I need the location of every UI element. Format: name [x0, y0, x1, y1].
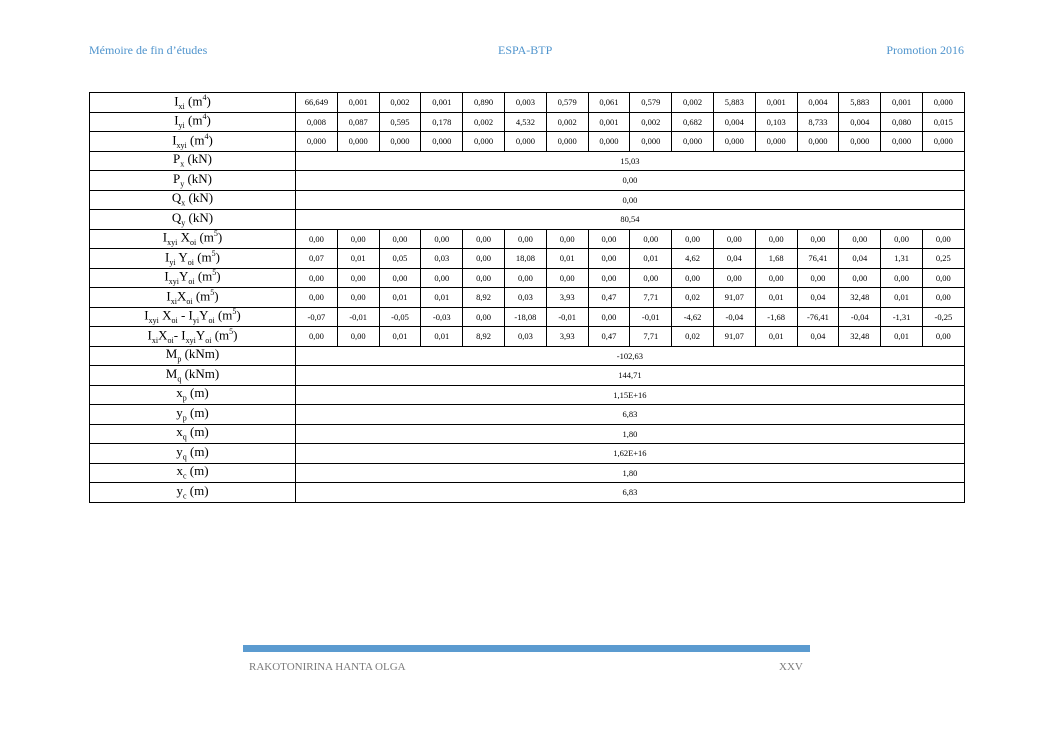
table-row — [90, 483, 965, 503]
value-cell: 0,000 — [713, 132, 755, 152]
value-cell: 0,01 — [546, 249, 588, 269]
value-cell: 0,000 — [421, 132, 463, 152]
footer-author: RAKOTONIRINA HANTA OLGA — [249, 661, 406, 673]
table-row — [90, 112, 965, 132]
value-cell: 0,01 — [337, 249, 379, 269]
value-cell: 0,000 — [672, 132, 714, 152]
value-cell: 0,00 — [922, 268, 964, 288]
value-cell: 66,649 — [296, 93, 338, 113]
value-cell: 0,00 — [504, 268, 546, 288]
value-cell: 0,000 — [839, 132, 881, 152]
value-cell: 0,00 — [672, 229, 714, 249]
value-cell: -0,07 — [296, 307, 338, 327]
merged-value-cell: 6,83 — [296, 483, 965, 503]
value-cell: -4,62 — [672, 307, 714, 327]
value-cell: 0,003 — [504, 93, 546, 113]
value-cell: -0,25 — [922, 307, 964, 327]
value-cell: 0,002 — [630, 112, 672, 132]
value-cell: 0,01 — [379, 288, 421, 308]
value-cell: 0,000 — [546, 132, 588, 152]
value-cell: 8,92 — [463, 288, 505, 308]
value-cell: 0,103 — [755, 112, 797, 132]
data-table-body — [90, 93, 965, 503]
page-number: XXV — [779, 661, 803, 673]
value-cell: 0,015 — [922, 112, 964, 132]
table-row — [90, 346, 965, 366]
value-cell: 0,00 — [881, 268, 923, 288]
value-cell: 0,01 — [421, 327, 463, 347]
value-cell: 0,579 — [546, 93, 588, 113]
value-cell: 0,00 — [588, 229, 630, 249]
value-cell: 0,001 — [588, 112, 630, 132]
value-cell: 0,00 — [463, 249, 505, 269]
value-cell: 0,001 — [337, 93, 379, 113]
value-cell: -0,01 — [546, 307, 588, 327]
value-cell: 0,00 — [337, 268, 379, 288]
table-row — [90, 444, 965, 464]
value-cell: 0,000 — [504, 132, 546, 152]
value-cell: 18,08 — [504, 249, 546, 269]
value-cell: 0,004 — [713, 112, 755, 132]
value-cell: 0,01 — [379, 327, 421, 347]
value-cell: 1,68 — [755, 249, 797, 269]
value-cell: 0,00 — [630, 229, 672, 249]
value-cell: 32,48 — [839, 327, 881, 347]
value-cell: 0,002 — [546, 112, 588, 132]
merged-value-cell: 80,54 — [296, 210, 965, 230]
value-cell: -0,01 — [630, 307, 672, 327]
table-row — [90, 463, 965, 483]
value-cell: 0,00 — [421, 229, 463, 249]
value-cell: 0,00 — [755, 229, 797, 249]
value-cell: 0,00 — [797, 229, 839, 249]
value-cell: 1,31 — [881, 249, 923, 269]
value-cell: 0,01 — [630, 249, 672, 269]
value-cell: 32,48 — [839, 288, 881, 308]
value-cell: 8,733 — [797, 112, 839, 132]
value-cell: 0,00 — [421, 268, 463, 288]
value-cell: 0,001 — [881, 93, 923, 113]
value-cell: 0,000 — [922, 132, 964, 152]
header-right: Promotion 2016 — [886, 43, 964, 57]
value-cell: 0,04 — [797, 327, 839, 347]
value-cell: 0,00 — [546, 229, 588, 249]
value-cell: 0,05 — [379, 249, 421, 269]
merged-value-cell: 1,62E+16 — [296, 444, 965, 464]
value-cell: 5,883 — [839, 93, 881, 113]
row-label: $Q_x$ (kN) — [90, 190, 296, 210]
value-cell: 0,00 — [713, 229, 755, 249]
value-cell: 76,41 — [797, 249, 839, 269]
row-label: $M_q$ (kNm) — [90, 366, 296, 386]
merged-value-cell: 1,80 — [296, 463, 965, 483]
value-cell: 0,00 — [379, 268, 421, 288]
value-cell: 0,178 — [421, 112, 463, 132]
value-cell: 0,00 — [881, 229, 923, 249]
row-label: $I_{xyi}$ $(m^4)$ — [90, 132, 296, 152]
row-label: $I_{yi}$ $Y_{oi}$ $(m^5)$ — [90, 249, 296, 269]
value-cell: 0,00 — [839, 268, 881, 288]
value-cell: 0,008 — [296, 112, 338, 132]
table-row — [90, 210, 965, 230]
row-label: $y_c$ (m) — [90, 483, 296, 503]
value-cell: 0,00 — [630, 268, 672, 288]
value-cell: 0,25 — [922, 249, 964, 269]
row-label: $y_q$ (m) — [90, 444, 296, 464]
value-cell: 0,002 — [672, 93, 714, 113]
value-cell: 0,01 — [421, 288, 463, 308]
value-cell: 0,04 — [839, 249, 881, 269]
value-cell: 0,000 — [337, 132, 379, 152]
value-cell: 0,00 — [463, 268, 505, 288]
value-cell: 0,00 — [797, 268, 839, 288]
value-cell: 0,000 — [922, 93, 964, 113]
value-cell: 0,000 — [797, 132, 839, 152]
value-cell: 0,00 — [463, 307, 505, 327]
value-cell: 0,00 — [672, 268, 714, 288]
value-cell: 0,00 — [546, 268, 588, 288]
value-cell: 0,000 — [463, 132, 505, 152]
table-row — [90, 327, 965, 347]
value-cell: 0,00 — [588, 307, 630, 327]
value-cell: 0,03 — [421, 249, 463, 269]
value-cell: 91,07 — [713, 327, 755, 347]
value-cell: -0,05 — [379, 307, 421, 327]
value-cell: 0,00 — [296, 288, 338, 308]
table-row — [90, 288, 965, 308]
value-cell: 0,000 — [379, 132, 421, 152]
row-label: $I_{yi}$ $(m^4)$ — [90, 112, 296, 132]
header-left: Mémoire de fin d’études — [89, 43, 208, 57]
value-cell: 0,00 — [337, 327, 379, 347]
value-cell: 0,890 — [463, 93, 505, 113]
table-row — [90, 307, 965, 327]
value-cell: 0,004 — [797, 93, 839, 113]
value-cell: 0,01 — [881, 288, 923, 308]
row-label: $I_{xyi}$ $X_{oi}$ $(m^5)$ — [90, 229, 296, 249]
value-cell: 0,47 — [588, 327, 630, 347]
value-cell: 0,000 — [588, 132, 630, 152]
value-cell: -0,01 — [337, 307, 379, 327]
value-cell: -0,03 — [421, 307, 463, 327]
value-cell: 0,00 — [922, 288, 964, 308]
table-row — [90, 229, 965, 249]
table-row — [90, 171, 965, 191]
value-cell: 0,579 — [630, 93, 672, 113]
merged-value-cell: 1,15E+16 — [296, 385, 965, 405]
value-cell: 3,93 — [546, 327, 588, 347]
table-row — [90, 268, 965, 288]
merged-value-cell: -102,63 — [296, 346, 965, 366]
value-cell: 0,00 — [379, 229, 421, 249]
value-cell: 0,00 — [296, 268, 338, 288]
table-row — [90, 190, 965, 210]
value-cell: 0,00 — [839, 229, 881, 249]
row-label: $x_q$ (m) — [90, 424, 296, 444]
value-cell: 0,001 — [421, 93, 463, 113]
row-label: $P_y$ (kN) — [90, 171, 296, 191]
value-cell: 0,00 — [463, 229, 505, 249]
merged-value-cell: 0,00 — [296, 171, 965, 191]
value-cell: -1,68 — [755, 307, 797, 327]
value-cell: -0,04 — [713, 307, 755, 327]
value-cell: 0,000 — [630, 132, 672, 152]
value-cell: 3,93 — [546, 288, 588, 308]
value-cell: 0,01 — [755, 327, 797, 347]
value-cell: -1,31 — [881, 307, 923, 327]
row-label: $I_{xi}$ $(m^4)$ — [90, 93, 296, 113]
value-cell: 0,00 — [713, 268, 755, 288]
value-cell: 0,03 — [504, 288, 546, 308]
value-cell: 0,001 — [755, 93, 797, 113]
value-cell: 0,00 — [922, 327, 964, 347]
value-cell: 0,682 — [672, 112, 714, 132]
value-cell: 4,62 — [672, 249, 714, 269]
value-cell: 0,01 — [755, 288, 797, 308]
table-row — [90, 405, 965, 425]
value-cell: 0,02 — [672, 327, 714, 347]
table-row — [90, 249, 965, 269]
merged-value-cell: 144,71 — [296, 366, 965, 386]
value-cell: -18,08 — [504, 307, 546, 327]
table-row — [90, 93, 965, 113]
merged-value-cell: 0,00 — [296, 190, 965, 210]
merged-value-cell: 1,80 — [296, 424, 965, 444]
value-cell: 0,07 — [296, 249, 338, 269]
row-label: $I_{xi}X_{oi}$ $(m^5)$ — [90, 288, 296, 308]
value-cell: 0,00 — [296, 327, 338, 347]
row-label: $y_p$ (m) — [90, 405, 296, 425]
row-label: $Q_y$ (kN) — [90, 210, 296, 230]
value-cell: -0,04 — [839, 307, 881, 327]
value-cell: 0,00 — [588, 249, 630, 269]
merged-value-cell: 6,83 — [296, 405, 965, 425]
value-cell: 0,04 — [797, 288, 839, 308]
header-center: ESPA-BTP — [498, 43, 553, 57]
value-cell: 0,03 — [504, 327, 546, 347]
value-cell: 0,00 — [504, 229, 546, 249]
value-cell: 0,00 — [296, 229, 338, 249]
row-label: $I_{xi}X_{oi}-$ $I_{xyi}Y_{oi}$ $(m^5)$ — [90, 327, 296, 347]
table-row — [90, 132, 965, 152]
value-cell: 0,00 — [588, 268, 630, 288]
row-label: $x_c$ (m) — [90, 463, 296, 483]
value-cell: 8,92 — [463, 327, 505, 347]
value-cell: -76,41 — [797, 307, 839, 327]
value-cell: 0,47 — [588, 288, 630, 308]
merged-value-cell: 15,03 — [296, 151, 965, 171]
value-cell: 0,080 — [881, 112, 923, 132]
data-table — [89, 92, 965, 503]
row-label: $P_x$ (kN) — [90, 151, 296, 171]
value-cell: 0,02 — [672, 288, 714, 308]
table-row — [90, 151, 965, 171]
value-cell: 0,595 — [379, 112, 421, 132]
table-row — [90, 366, 965, 386]
value-cell: 0,00 — [922, 229, 964, 249]
table-row — [90, 424, 965, 444]
value-cell: 0,000 — [296, 132, 338, 152]
value-cell: 0,000 — [755, 132, 797, 152]
value-cell: 91,07 — [713, 288, 755, 308]
value-cell: 5,883 — [713, 93, 755, 113]
value-cell: 0,002 — [379, 93, 421, 113]
value-cell: 0,087 — [337, 112, 379, 132]
value-cell: 0,00 — [337, 229, 379, 249]
value-cell: 0,01 — [881, 327, 923, 347]
row-label: $M_p$ (kNm) — [90, 346, 296, 366]
value-cell: 7,71 — [630, 327, 672, 347]
value-cell: 7,71 — [630, 288, 672, 308]
value-cell: 0,04 — [713, 249, 755, 269]
value-cell: 0,00 — [755, 268, 797, 288]
row-label: $I_{xyi}Y_{oi}$ $(m^5)$ — [90, 268, 296, 288]
row-label: $x_p$ (m) — [90, 385, 296, 405]
table-row — [90, 385, 965, 405]
value-cell: 0,004 — [839, 112, 881, 132]
value-cell: 0,061 — [588, 93, 630, 113]
value-cell: 0,000 — [881, 132, 923, 152]
value-cell: 0,002 — [463, 112, 505, 132]
value-cell: 0,00 — [337, 288, 379, 308]
footer-bar — [243, 645, 810, 652]
value-cell: 4,532 — [504, 112, 546, 132]
row-label: $I_{xyi}$ $X_{oi} - I_{yi}Y_{oi}$ $(m^5)$ — [90, 307, 296, 327]
